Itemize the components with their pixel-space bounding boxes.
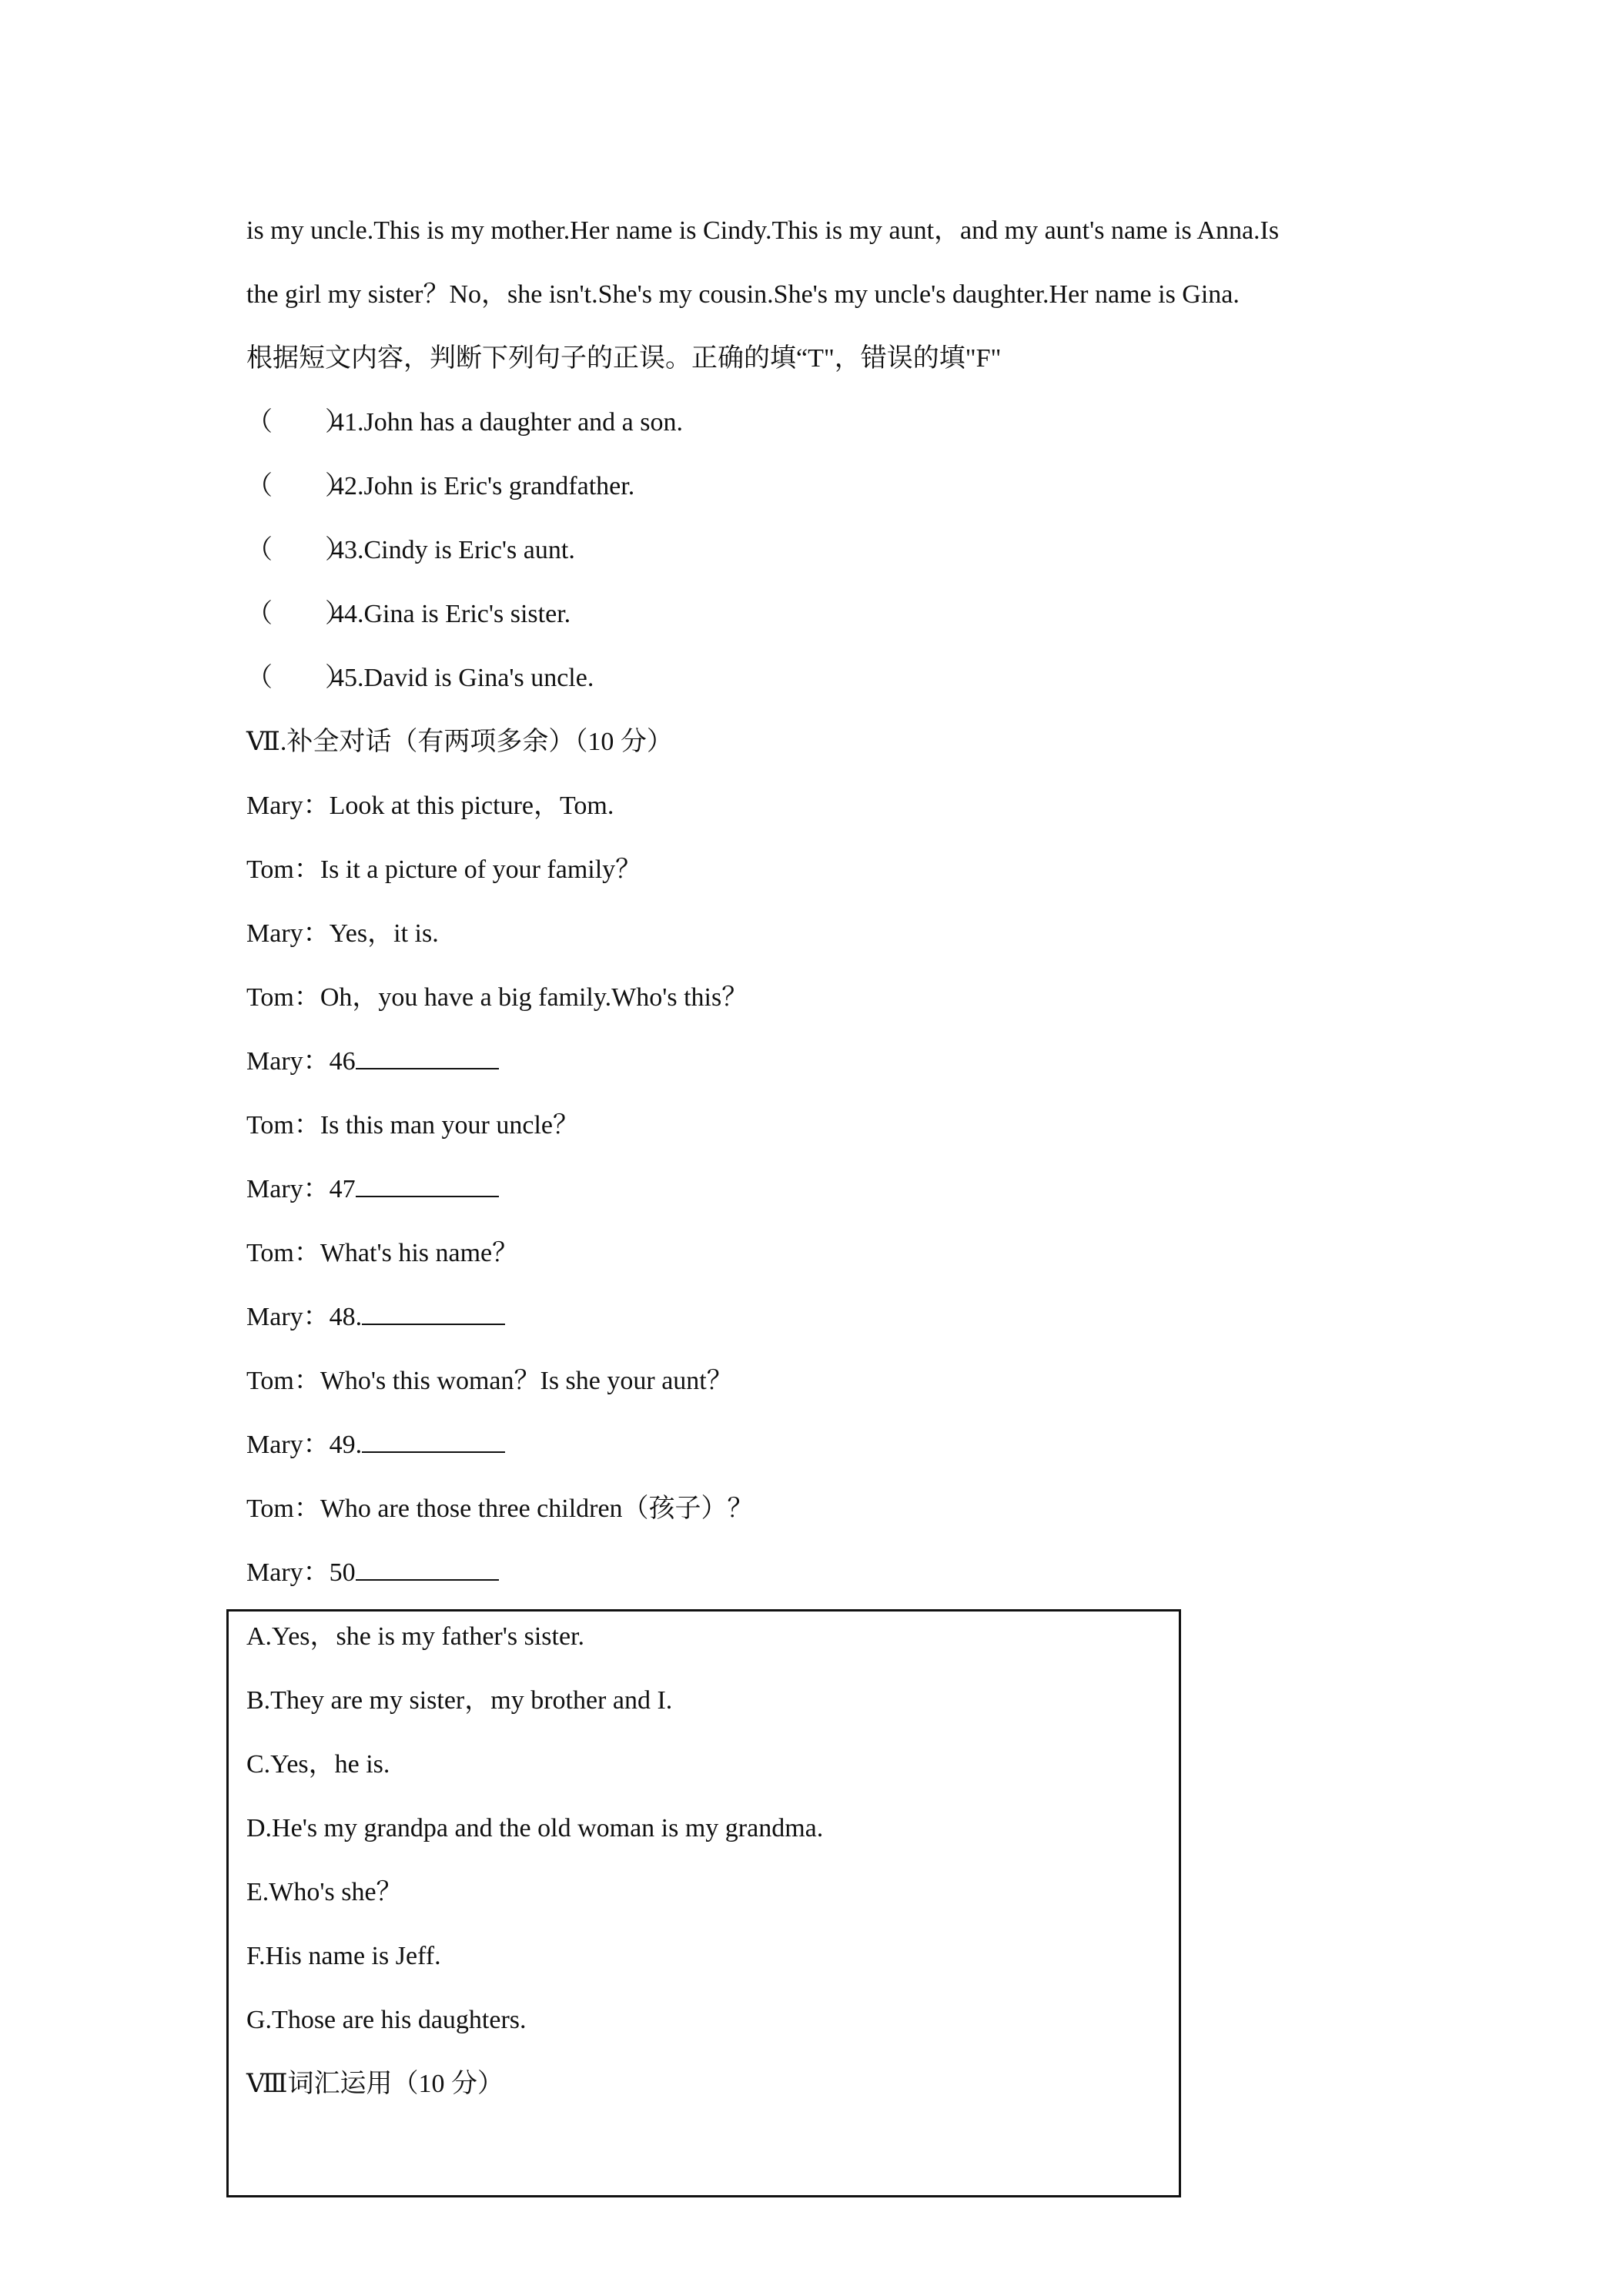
option-a: A.Yes，she is my father's sister. [246, 1622, 584, 1651]
answer-bracket[interactable]: （ ） [246, 600, 351, 628]
speaker: Tom： [246, 1111, 320, 1140]
question-text: 42.John is Eric's grandfather. [331, 472, 635, 500]
speaker: Mary： [246, 1303, 330, 1331]
option-e: E.Who's she？ [246, 1878, 403, 1906]
dialogue-line [246, 1364, 733, 1398]
utterance: Who's this woman？Is she your aunt？ [320, 1367, 733, 1395]
utterance: Is it a picture of your family？ [320, 855, 642, 884]
utterance: Who are those three children（孩子）？ [320, 1494, 754, 1523]
tf-instruction: 根据短文内容，判断下列句子的正误。正确的填“T"，错误的填"F" [246, 344, 1002, 373]
blank-number: 46 [329, 1047, 356, 1076]
dialogue-line [246, 789, 614, 823]
dialogue-line-48 [246, 1300, 505, 1334]
blank-number: 48. [329, 1303, 363, 1331]
speaker: Mary： [246, 1047, 330, 1076]
tf-question-45 [246, 661, 594, 695]
speaker: Tom： [246, 1367, 320, 1395]
utterance: Yes，it is. [329, 919, 439, 948]
speaker: Tom： [246, 1239, 320, 1267]
option-d: D.He's my grandpa and the old woman is my grandma. [246, 1814, 824, 1842]
dialogue-line [246, 1237, 518, 1270]
utterance: Oh，you have a big family.Who's this？ [320, 983, 748, 1012]
dialogue-line [246, 1492, 754, 1526]
answer-blank-50[interactable] [356, 1556, 499, 1581]
dialogue-line-47 [246, 1173, 499, 1207]
passage-line-1: is my uncle.This is my mother.Her name is Cindy.This is my aunt，and my aunt's name is Anna.Is [246, 216, 1280, 245]
speaker: Mary： [246, 792, 330, 820]
dialogue-line-50 [246, 1556, 499, 1590]
speaker: Mary： [246, 1431, 330, 1459]
tf-question-41 [246, 406, 683, 440]
section-7-title: Ⅶ.补全对话（有两项多余）（10 分） [246, 728, 673, 756]
option-b: B.They are my sister，my brother and I. [246, 1686, 673, 1715]
question-text: 44.Gina is Eric's sister. [331, 600, 571, 628]
utterance: Is this man your uncle？ [320, 1111, 580, 1140]
answer-bracket[interactable]: （ ） [246, 472, 351, 500]
dialogue-line [246, 917, 439, 951]
dialogue-line [246, 981, 748, 1015]
question-text: 41.John has a daughter and a son. [331, 408, 684, 437]
answer-blank-47[interactable] [356, 1173, 499, 1197]
question-text: 43.Cindy is Eric's aunt. [331, 536, 575, 564]
passage-line-2: the girl my sister？No，she isn't.She's my cousin.She's my uncle's daughter.Her name is Gina. [246, 280, 1240, 309]
tf-question-44 [246, 597, 571, 631]
tf-question-42 [246, 470, 634, 504]
speaker: Tom： [246, 855, 320, 884]
question-text: 45.David is Gina's uncle. [331, 664, 594, 692]
section-8-title: Ⅷ词汇运用（10 分） [246, 2070, 504, 2098]
dialogue-line [246, 853, 641, 887]
tf-question-43 [246, 534, 575, 567]
blank-number: 49. [329, 1431, 363, 1459]
answer-bracket[interactable]: （ ） [246, 664, 351, 692]
utterance: What's his name？ [320, 1239, 519, 1267]
speaker: Tom： [246, 1494, 320, 1523]
speaker: Tom： [246, 983, 320, 1012]
option-g: G.Those are his daughters. [246, 2006, 527, 2034]
speaker: Mary： [246, 1558, 330, 1587]
answer-blank-48[interactable] [362, 1300, 505, 1325]
dialogue-line-49 [246, 1428, 505, 1462]
speaker: Mary： [246, 1175, 330, 1203]
dialogue-line-46 [246, 1045, 499, 1079]
answer-blank-46[interactable] [356, 1045, 499, 1069]
blank-number: 50 [329, 1558, 356, 1587]
dialogue-line [246, 1109, 579, 1143]
answer-bracket[interactable]: （ ） [246, 536, 351, 564]
answer-blank-49[interactable] [362, 1428, 505, 1453]
utterance: Look at this picture，Tom. [329, 792, 614, 820]
speaker: Mary： [246, 919, 330, 948]
option-f: F.His name is Jeff. [246, 1942, 441, 1970]
blank-number: 47 [329, 1175, 356, 1203]
answer-bracket[interactable]: （ ） [246, 408, 351, 437]
option-c: C.Yes，he is. [246, 1750, 390, 1779]
